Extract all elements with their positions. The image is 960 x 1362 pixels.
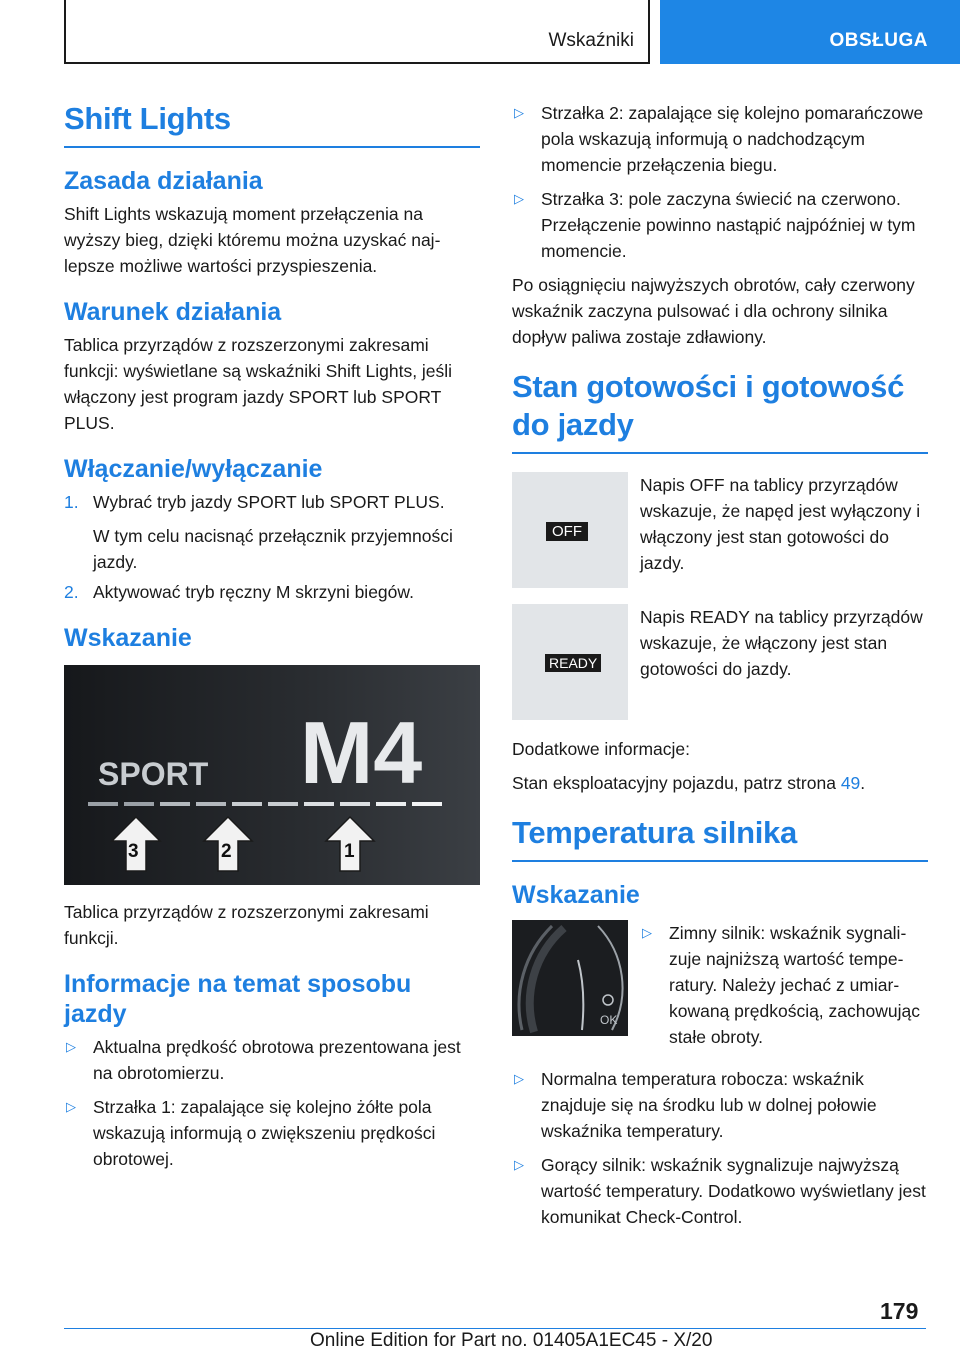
figure-caption: Tablica przyrządów z rozszerzonymi zakresami funkcji.: [64, 902, 429, 948]
title-shift-lights: Shift Lights: [64, 100, 480, 148]
ready-indicator-image: [512, 604, 628, 720]
step-1-sub: W tym celu nacisnąć przełącznik przyjemności jazdy.: [93, 526, 453, 572]
header-section-box: [64, 0, 650, 64]
info-list-cont: [512, 100, 928, 264]
more-info-sentence: Stan eksploatacyjny pojazdu, patrz strona: [512, 773, 841, 793]
info-item-1-text: Aktualna prędkość obrotowa prezentowana jest na obrotomierzu.: [93, 1037, 461, 1083]
step-2: [64, 579, 480, 605]
heading-wskazanie: Wskazanie: [64, 624, 192, 652]
edition-info: Online Edition for Part no. 01405A1EC45 - X/20: [310, 1330, 713, 1351]
temp-list-2: [512, 1066, 928, 1230]
more-info-text: [512, 770, 928, 796]
off-badge: OFF: [546, 522, 588, 541]
step-1-text: Wybrać tryb jazdy SPORT lub SPORT PLUS.: [93, 492, 445, 512]
bullet-icon: ▷: [642, 925, 652, 940]
step-2-number: 2.: [64, 582, 79, 602]
figure-arrow-2-label: 2: [221, 841, 232, 862]
off-text: Napis OFF na tablicy przyrządów wskazuje, że napęd jest wyłączony i włączony jest stan gotowości do jazdy.: [640, 475, 921, 573]
page-link[interactable]: 49: [840, 773, 861, 793]
title-temperatura: Temperatura silnika: [512, 814, 928, 862]
step-1-number: 1.: [64, 492, 79, 512]
heading-zasada: Zasada działania: [64, 167, 263, 195]
off-row: [512, 472, 928, 588]
temp-item-3-text: Gorący silnik: wskaźnik sygnalizuje najwyższą wartość temperatury. Dodatkowo wyświetlany jest komunikat Check-Control.: [541, 1155, 926, 1227]
page-number: 179: [880, 1298, 919, 1324]
bullet-icon: ▷: [514, 105, 524, 120]
figure-arrow-3-label: 3: [128, 841, 139, 862]
figure-gear-text: M4: [300, 703, 423, 802]
info-item-1: [64, 1034, 480, 1086]
ready-text: Napis READY na tablicy przyrządów wskazuje, że włączony jest stan gotowości do jazdy.: [640, 607, 923, 679]
step-2-text: Aktywować tryb ręczny M skrzyni biegów.: [93, 582, 414, 602]
temp-list-1: [640, 920, 928, 1058]
ready-badge: READY: [545, 654, 601, 672]
bullet-icon: ▷: [514, 191, 524, 206]
temp-item-2: [512, 1066, 928, 1144]
shift-lights-figure: [64, 665, 480, 885]
left-column: [64, 100, 480, 1180]
header-chapter-label: OBSŁUGA: [829, 30, 928, 51]
info-item-2: [64, 1094, 480, 1172]
header-section-label: Wskaźniki: [548, 30, 634, 51]
steps-list: [64, 489, 480, 515]
temp-item-3: [512, 1152, 928, 1230]
more-info-end: .: [860, 773, 866, 793]
off-indicator-image: [512, 472, 628, 588]
bullet-icon: ▷: [514, 1157, 524, 1172]
ready-row: [512, 604, 928, 720]
info-item-4-text: Strzałka 3: pole zaczyna świecić na czerwono. Przełączenie powinno nastąpić najpóźniej w tym momencie.: [541, 189, 916, 261]
bullet-icon: ▷: [66, 1099, 76, 1114]
info-list: [64, 1034, 480, 1172]
heading-warunek: Warunek działania: [64, 298, 282, 326]
heading-wskazanie-temp: Wskazanie: [512, 881, 640, 909]
info-item-2-text: Strzałka 1: zapalające się kolejno żółte pola wskazują informują o zwiększeniu prędkości obrotowej.: [93, 1097, 436, 1169]
right-column: [512, 100, 928, 1238]
temp-item-1: [640, 920, 928, 1050]
info-item-4: [512, 186, 928, 264]
bullet-icon: ▷: [514, 1071, 524, 1086]
text-zasada: Shift Lights wskazują moment przełączenia na wyższy bieg, dzięki któremu można uzyskać najlepsze możliwe wartości przyspieszenia.: [64, 204, 441, 276]
temp-item-2-text: Normalna temperatura robocza: wskaźnik znajduje się na środku lub w dolnej połowie wskaźnika temperatury.: [541, 1069, 877, 1141]
info-item-3: [512, 100, 928, 178]
temperature-gauge-illustration: [512, 920, 628, 1036]
info-item-3-text: Strzałka 2: zapalające się kolejno pomarańczowe pola wskazują informują o nadchodzącym momencie przełączenia biegu.: [541, 103, 924, 175]
temp-row: [512, 920, 928, 1058]
figure-arrow-1-label: 1: [344, 841, 355, 862]
heading-informacje: Informacje na temat sposobu jazdy: [64, 970, 412, 1028]
steps-list-2: [64, 579, 480, 605]
figure-sport-text: SPORT: [98, 756, 209, 792]
gauge-ok-label: OK: [600, 1013, 618, 1027]
temperature-gauge-image: [512, 920, 628, 1036]
header-chapter-tab[interactable]: [660, 0, 960, 64]
footer-divider: [64, 1328, 926, 1329]
step-1: [64, 489, 480, 515]
bullet-icon: ▷: [66, 1039, 76, 1054]
shift-lights-illustration: [64, 665, 480, 885]
temp-item-1-text: Zimny silnik: wskaźnik sygnalizuje najniższą wartość temperatury. Należy jechać z umiarkowaną prędkością, zachowując stałe obroty.: [669, 923, 920, 1047]
title-gotowosc: Stan gotowości i gotowość do jazdy: [512, 368, 928, 454]
more-info-label: Dodatkowe informacje:: [512, 739, 690, 759]
text-warunek: Tablica przyrządów z rozszerzonymi zakresami funkcji: wyświetlane są wskaźniki Shift Lights, jeśli włączony jest program jazdy SPORT lub SPORT PLUS.: [64, 335, 453, 433]
heading-wlaczanie: Włączanie/wyłączanie: [64, 455, 323, 483]
text-overrev: Po osiągnięciu najwyższych obrotów, cały czerwony wskaźnik zaczyna pulsować i dla ochrony silnika dopływ paliwa zostaje zdławiony.: [512, 275, 915, 347]
